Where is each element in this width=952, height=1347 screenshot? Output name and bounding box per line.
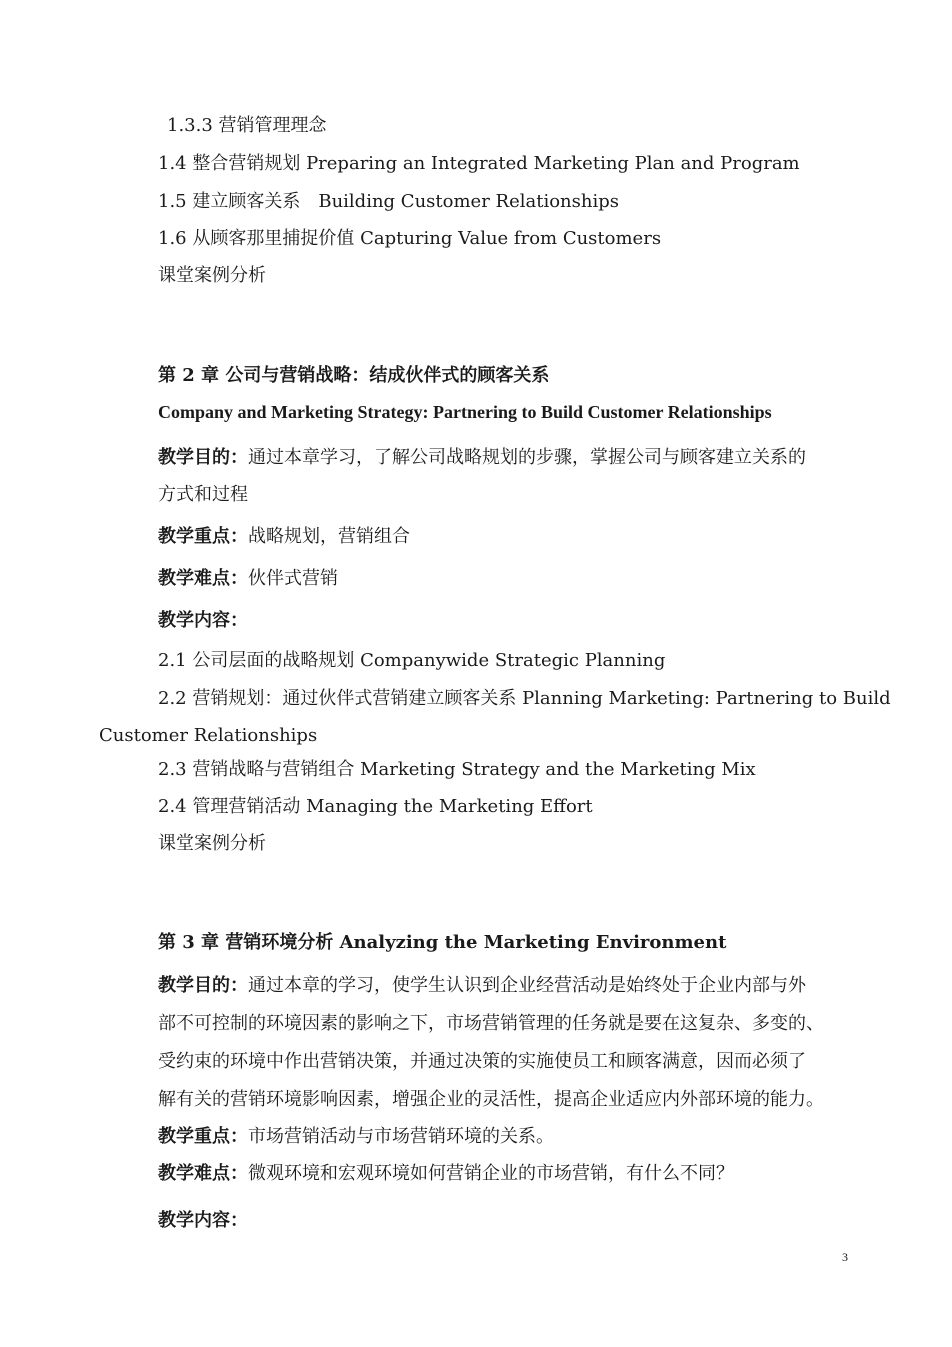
toc-item-1-5: 1.5 建立顾客关系 Building Customer Relationships bbox=[158, 191, 619, 212]
chapter-2-title: 第 2 章 公司与营销战略：结成伙伴式的顾客关系 bbox=[158, 365, 550, 386]
toc-item-1-6: 1.6 从顾客那里捕捉价值 Capturing Value from Customers bbox=[158, 228, 662, 249]
ch3-difficulty-label: 教学难点： bbox=[158, 1163, 248, 1184]
toc-item-1-4: 1.4 整合营销规划 Preparing an Integrated Marketing Plan and Program bbox=[158, 153, 800, 174]
ch2-key-points bbox=[158, 525, 410, 549]
case-analysis-ch1: 课堂案例分析 bbox=[158, 265, 266, 286]
ch2-difficulty-label: 教学难点： bbox=[158, 568, 248, 589]
page-number: 3 bbox=[842, 1250, 848, 1264]
case-analysis-ch2: 课堂案例分析 bbox=[158, 833, 266, 854]
ch3-objective-line4: 解有关的营销环境影响因素，增强企业的灵活性，提高企业适应内外部环境的能力。 bbox=[158, 1089, 824, 1110]
ch2-objective-line2: 方式和过程 bbox=[158, 484, 248, 505]
ch2-objective-label: 教学目的： bbox=[158, 447, 248, 468]
toc-item-2-2: 2.2 营销规划：通过伙伴式营销建立顾客关系 Planning Marketing: Partnering to Build bbox=[158, 688, 891, 709]
ch3-objective-text1: 通过本章的学习，使学生认识到企业经营活动是始终处于企业内部与外 bbox=[248, 975, 806, 996]
toc-item-2-4: 2.4 管理营销活动 Managing the Marketing Effort bbox=[158, 796, 593, 817]
chapter-3-title: 第 3 章 营销环境分析 Analyzing the Marketing Environment bbox=[158, 932, 727, 953]
chapter-2-subtitle: Company and Marketing Strategy: Partnering to Build Customer Relationships bbox=[158, 402, 772, 422]
ch2-difficulty-text: 伙伴式营销 bbox=[248, 568, 338, 589]
ch3-objective-label: 教学目的： bbox=[158, 975, 248, 996]
ch2-key-label: 教学重点： bbox=[158, 526, 248, 547]
ch3-difficulty-text: 微观环境和宏观环境如何营销企业的市场营销，有什么不同？ bbox=[248, 1163, 734, 1184]
ch3-difficulty bbox=[158, 1162, 734, 1186]
ch2-difficulty bbox=[158, 567, 338, 591]
ch3-content-label: 教学内容： bbox=[158, 1210, 248, 1231]
ch3-key-text: 市场营销活动与市场营销环境的关系。 bbox=[248, 1126, 554, 1147]
ch3-objective-line2: 部不可控制的环境因素的影响之下，市场营销管理的任务就是要在这复杂、多变的、 bbox=[158, 1013, 824, 1034]
ch2-objective-text1: 通过本章学习，了解公司战略规划的步骤，掌握公司与顾客建立关系的 bbox=[248, 447, 806, 468]
ch3-key-points bbox=[158, 1125, 554, 1149]
toc-item-2-3: 2.3 营销战略与营销组合 Marketing Strategy and the Marketing Mix bbox=[158, 759, 756, 780]
ch2-content-label: 教学内容： bbox=[158, 610, 248, 631]
ch3-key-label: 教学重点： bbox=[158, 1126, 248, 1147]
ch2-key-text: 战略规划，营销组合 bbox=[248, 526, 410, 547]
ch3-objective-line3: 受约束的环境中作出营销决策，并通过决策的实施使员工和顾客满意，因而必须了 bbox=[158, 1051, 806, 1072]
ch3-objective-line1 bbox=[158, 974, 806, 998]
ch2-objective-line1 bbox=[158, 446, 806, 470]
toc-item-1-3-3: 1.3.3 营销管理理念 bbox=[167, 115, 327, 136]
toc-item-2-2-cont: Customer Relationships bbox=[99, 725, 318, 746]
toc-item-2-1: 2.1 公司层面的战略规划 Companywide Strategic Planning bbox=[158, 650, 666, 671]
